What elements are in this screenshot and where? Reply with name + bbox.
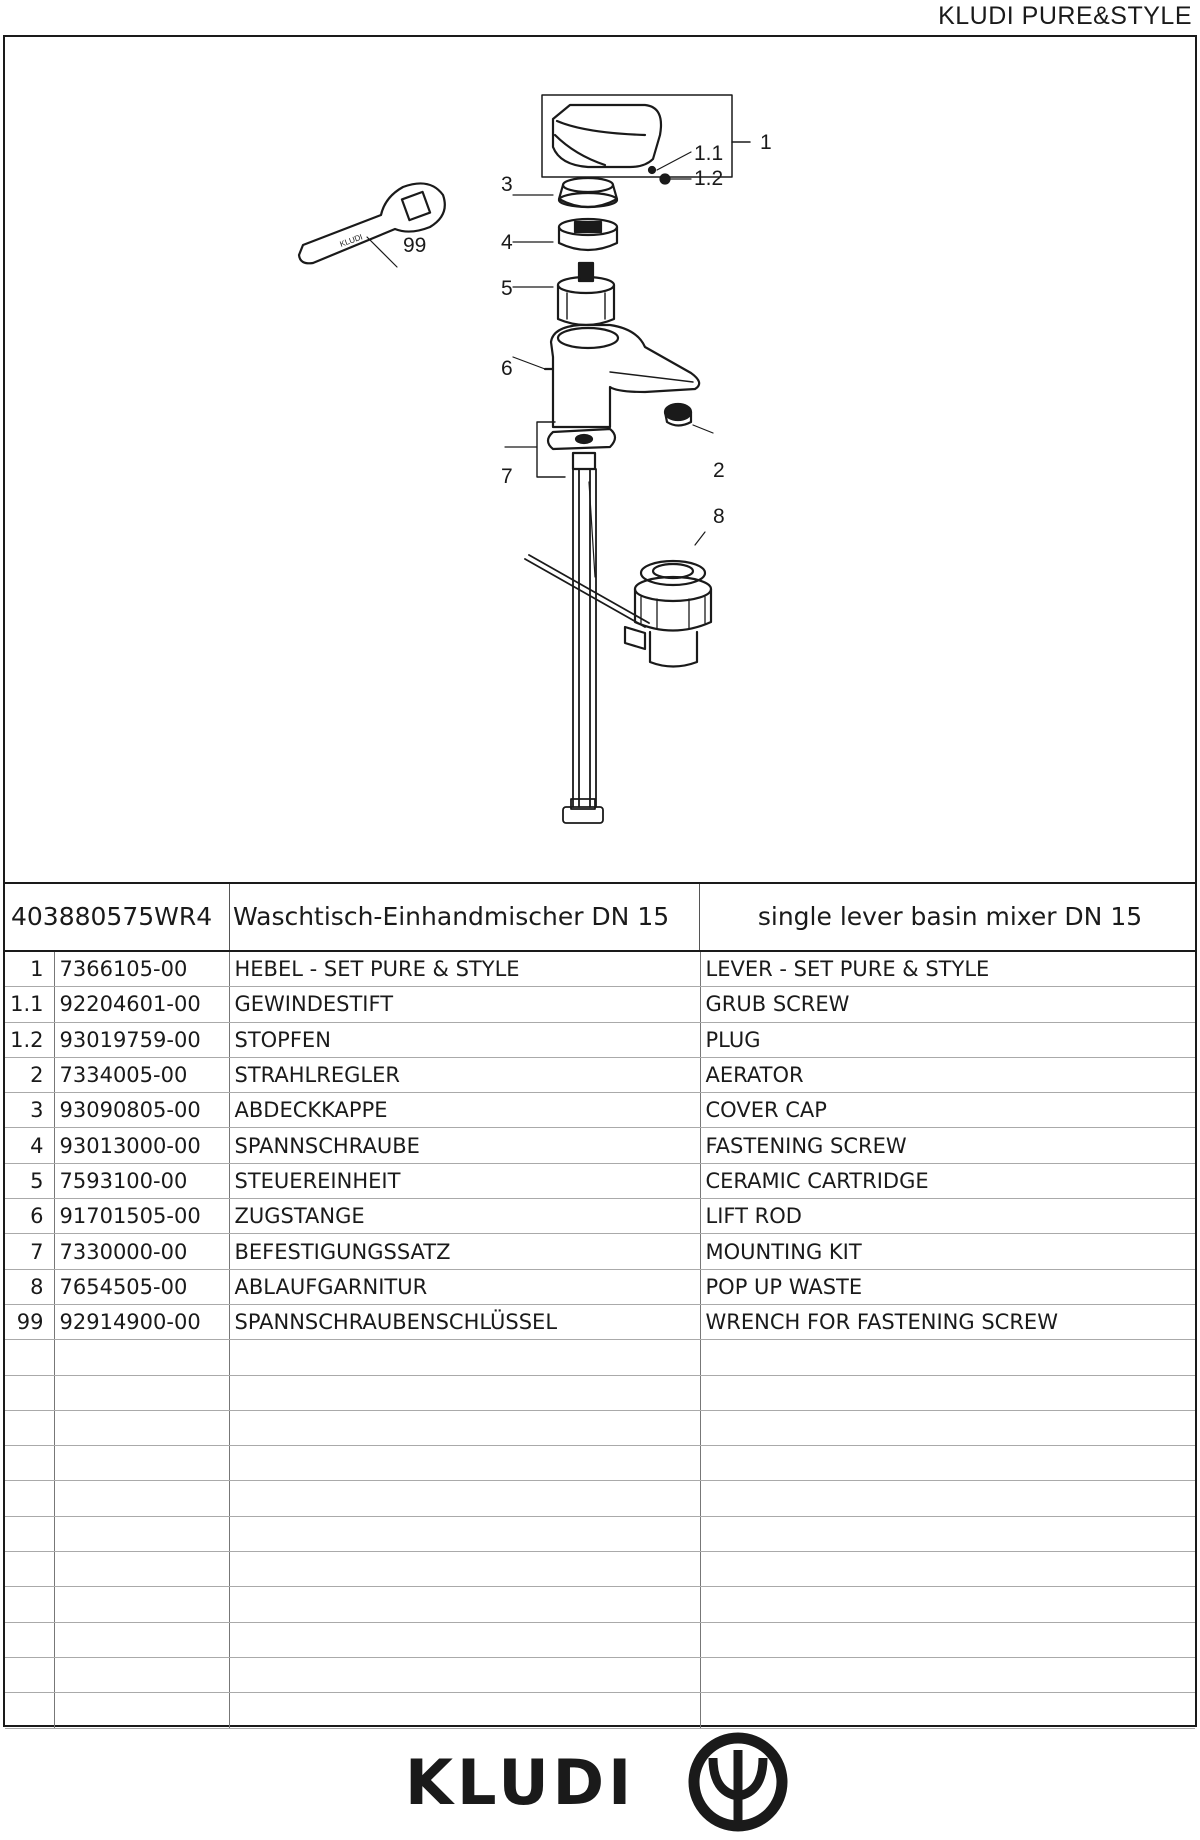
part-article-number: 93019759-00 <box>54 1022 229 1057</box>
part-name-en: COVER CAP <box>700 1093 1195 1128</box>
part-position <box>5 1587 54 1622</box>
part-name-de: STOPFEN <box>229 1022 700 1057</box>
part-position <box>5 1552 54 1587</box>
part-name-de <box>229 1622 700 1657</box>
part-position <box>5 1340 54 1375</box>
part-article-number: 93090805-00 <box>54 1093 229 1128</box>
lift-rod-part <box>525 482 649 627</box>
table-row <box>5 1269 1195 1304</box>
product-name-en: single lever basin mixer DN 15 <box>757 902 1143 931</box>
kludi-logo <box>405 1730 805 1825</box>
callout-99: 99 <box>403 234 427 257</box>
part-name-en <box>700 1516 1195 1551</box>
part-name-en: FASTENING SCREW <box>700 1128 1195 1163</box>
part-name-en: GRUB SCREW <box>700 987 1195 1022</box>
part-article-number: 91701505-00 <box>54 1199 229 1234</box>
sheet-frame <box>3 35 1197 1727</box>
part-article-number <box>54 1481 229 1516</box>
part-article-number: 7593100-00 <box>54 1163 229 1198</box>
part-article-number: 92914900-00 <box>54 1304 229 1339</box>
table-row <box>5 987 1195 1022</box>
product-header-row <box>5 882 1195 952</box>
part-article-number: 7330000-00 <box>54 1234 229 1269</box>
table-row <box>5 1093 1195 1128</box>
part-position <box>5 1481 54 1516</box>
callout-7: 7 <box>501 465 513 488</box>
table-row <box>5 1128 1195 1163</box>
part-name-de <box>229 1693 700 1728</box>
cartridge-part <box>513 263 614 325</box>
table-row <box>5 1304 1195 1339</box>
part-position: 3 <box>5 1093 54 1128</box>
part-name-de: ZUGSTANGE <box>229 1199 700 1234</box>
callout-1: 1 <box>760 131 772 154</box>
part-name-de: STRAHLREGLER <box>229 1057 700 1092</box>
part-name-de: BEFESTIGUNGSSATZ <box>229 1234 700 1269</box>
part-name-en <box>700 1410 1195 1445</box>
product-name-de: Waschtisch-Einhandmischer DN 15 <box>233 884 700 950</box>
part-name-de: SPANNSCHRAUBENSCHLÜSSEL <box>229 1304 700 1339</box>
table-row <box>5 1410 1195 1445</box>
logo-wordmark: KLUDI <box>405 1746 636 1819</box>
table-row <box>5 1693 1195 1728</box>
pop-up-waste-part <box>625 532 711 667</box>
part-name-de: ABLAUFGARNITUR <box>229 1269 700 1304</box>
part-name-de <box>229 1516 700 1551</box>
part-name-de: STEUEREINHEIT <box>229 1163 700 1198</box>
part-position: 4 <box>5 1128 54 1163</box>
part-name-en: CERAMIC CARTRIDGE <box>700 1163 1195 1198</box>
part-article-number: 92204601-00 <box>54 987 229 1022</box>
part-position: 1.1 <box>5 987 54 1022</box>
table-row <box>5 1199 1195 1234</box>
part-position: 8 <box>5 1269 54 1304</box>
table-row <box>5 1587 1195 1622</box>
table-row <box>5 1516 1195 1551</box>
part-article-number: 7366105-00 <box>54 952 229 987</box>
callout-6: 6 <box>501 357 513 380</box>
cover-cap-part <box>513 178 617 207</box>
part-name-en <box>700 1657 1195 1692</box>
part-name-en: WRENCH FOR FASTENING SCREW <box>700 1304 1195 1339</box>
table-row <box>5 1622 1195 1657</box>
part-article-number <box>54 1446 229 1481</box>
wrench-stamp-text: KLUDI <box>338 232 364 249</box>
part-name-en <box>700 1340 1195 1375</box>
part-position: 1 <box>5 952 54 987</box>
part-article-number <box>54 1340 229 1375</box>
part-name-en <box>700 1693 1195 1728</box>
part-name-de <box>229 1340 700 1375</box>
part-article-number: 93013000-00 <box>54 1128 229 1163</box>
page-title: KLUDI PURE&STYLE <box>938 2 1192 30</box>
part-position: 2 <box>5 1057 54 1092</box>
part-position <box>5 1693 54 1728</box>
table-row <box>5 1657 1195 1692</box>
part-position <box>5 1375 54 1410</box>
part-position: 1.2 <box>5 1022 54 1057</box>
aerator-part <box>665 404 713 433</box>
part-name-en <box>700 1446 1195 1481</box>
part-name-en <box>700 1481 1195 1516</box>
supply-hoses <box>563 469 603 823</box>
table-row <box>5 1375 1195 1410</box>
part-article-number <box>54 1410 229 1445</box>
table-row <box>5 1234 1195 1269</box>
part-position <box>5 1410 54 1445</box>
part-name-en: POP UP WASTE <box>700 1269 1195 1304</box>
callout-1-2: 1.2 <box>694 167 724 190</box>
table-row <box>5 1552 1195 1587</box>
part-article-number: 7334005-00 <box>54 1057 229 1092</box>
part-article-number <box>54 1552 229 1587</box>
table-row <box>5 1481 1195 1516</box>
table-row <box>5 1163 1195 1198</box>
part-position: 7 <box>5 1234 54 1269</box>
part-article-number <box>54 1622 229 1657</box>
lever-handle-part <box>553 105 661 167</box>
table-row <box>5 952 1195 987</box>
product-number: 403880575WR4 <box>11 884 230 950</box>
part-name-de: SPANNSCHRAUBE <box>229 1128 700 1163</box>
callout-5: 5 <box>501 277 513 300</box>
part-position: 6 <box>5 1199 54 1234</box>
part-name-de: GEWINDESTIFT <box>229 987 700 1022</box>
part-article-number <box>54 1587 229 1622</box>
part-name-en: AERATOR <box>700 1057 1195 1092</box>
logo-mark-icon <box>683 1730 793 1840</box>
part-position <box>5 1657 54 1692</box>
plug-part <box>661 175 692 184</box>
callout-4: 4 <box>501 231 513 254</box>
exploded-view-svg <box>5 37 1195 882</box>
table-row <box>5 1446 1195 1481</box>
part-name-en <box>700 1375 1195 1410</box>
part-name-en: PLUG <box>700 1022 1195 1057</box>
exploded-view-drawing <box>5 37 1195 882</box>
part-name-en: LIFT ROD <box>700 1199 1195 1234</box>
part-name-de <box>229 1657 700 1692</box>
parts-table-body <box>5 952 1195 1728</box>
part-position: 99 <box>5 1304 54 1339</box>
part-name-de <box>229 1375 700 1410</box>
part-article-number <box>54 1657 229 1692</box>
part-name-de <box>229 1446 700 1481</box>
part-article-number <box>54 1516 229 1551</box>
part-article-number <box>54 1375 229 1410</box>
table-row <box>5 1057 1195 1092</box>
part-position: 5 <box>5 1163 54 1198</box>
fastening-screw-part <box>513 219 617 250</box>
part-name-de <box>229 1481 700 1516</box>
grub-screw-part <box>649 152 691 173</box>
part-name-en: LEVER - SET PURE & STYLE <box>700 952 1195 987</box>
part-name-en: MOUNTING KIT <box>700 1234 1195 1269</box>
part-name-en <box>700 1552 1195 1587</box>
table-row <box>5 1340 1195 1375</box>
part-position <box>5 1446 54 1481</box>
part-name-en <box>700 1622 1195 1657</box>
part-article-number: 7654505-00 <box>54 1269 229 1304</box>
part-name-de: HEBEL - SET PURE & STYLE <box>229 952 700 987</box>
part-name-de <box>229 1552 700 1587</box>
mounting-kit-part <box>548 429 615 469</box>
part-position <box>5 1516 54 1551</box>
part-name-de: ABDECKKAPPE <box>229 1093 700 1128</box>
callout-2: 2 <box>713 459 725 482</box>
callout-8: 8 <box>713 505 725 528</box>
part-name-de <box>229 1587 700 1622</box>
callout-1-1: 1.1 <box>694 142 724 165</box>
part-name-en <box>700 1587 1195 1622</box>
part-name-de <box>229 1410 700 1445</box>
part-article-number <box>54 1693 229 1728</box>
part-position <box>5 1622 54 1657</box>
table-row <box>5 1022 1195 1057</box>
callout-3: 3 <box>501 173 513 196</box>
parts-table <box>5 952 1195 1729</box>
